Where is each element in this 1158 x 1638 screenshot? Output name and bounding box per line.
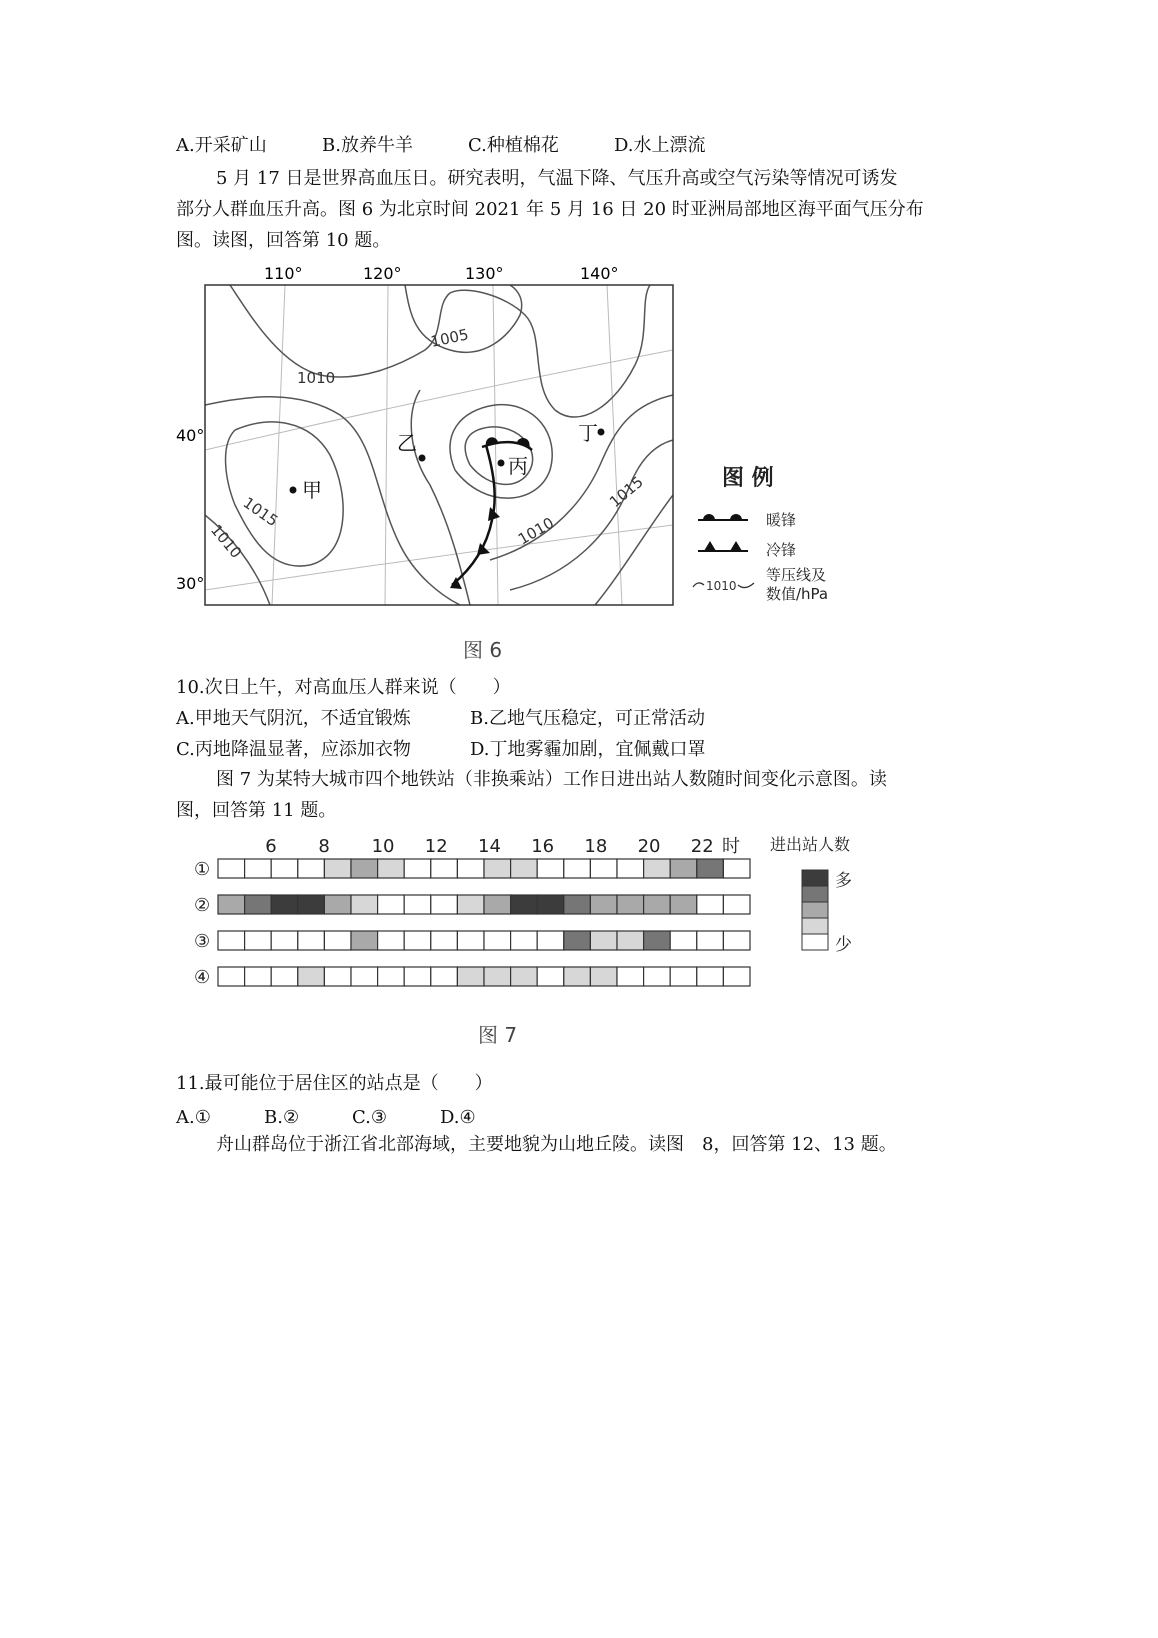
heatmap-cell xyxy=(298,859,325,878)
heatmap-cell xyxy=(537,931,564,950)
isobar-label-1010-southeast: 1010 xyxy=(515,513,558,549)
legend-warm-front-semicircle xyxy=(730,514,742,520)
heatmap-legend-swatch xyxy=(802,886,828,902)
heatmap-cell xyxy=(431,859,458,878)
heatmap-cell xyxy=(271,895,298,914)
heatmap-cell xyxy=(511,967,538,986)
heatmap-cell xyxy=(484,859,511,878)
x-tick-label: 10 xyxy=(371,836,395,857)
isobar-1015-west xyxy=(205,397,460,605)
legend-cold-front-label: 冷锋 xyxy=(766,541,797,559)
x-tick-label: 8 xyxy=(318,836,330,857)
place-ding-label: 丁 xyxy=(578,421,598,445)
heatmap-cell xyxy=(218,859,245,878)
isobar-1010-center-west xyxy=(411,390,470,605)
heatmap-cell xyxy=(431,931,458,950)
heatmap-legend-high: 多 xyxy=(835,871,852,891)
heatmap-cell xyxy=(271,931,298,950)
row-label: ② xyxy=(194,895,211,916)
cold-front-line xyxy=(452,445,495,585)
heatmap-cell xyxy=(351,931,378,950)
heatmap-cell xyxy=(378,931,405,950)
heatmap-cell xyxy=(644,967,671,986)
x-tick-label: 6 xyxy=(265,836,277,857)
isobar-label-1010-southwest: 1010 xyxy=(206,521,246,562)
place-yi-label: 乙 xyxy=(397,431,417,455)
q10-option-c: C.丙地降温显著，应添加衣物 xyxy=(176,739,411,760)
x-tick-label: 16 xyxy=(531,836,555,857)
place-jia-dot xyxy=(290,487,297,494)
x-tick-label: 14 xyxy=(478,836,501,857)
q11-option-c: C.③ xyxy=(352,1107,387,1128)
isobar-outer-east xyxy=(595,495,673,605)
heatmap-cell xyxy=(457,931,484,950)
heatmap-cell xyxy=(218,967,245,986)
q11-option-d: D.④ xyxy=(440,1107,476,1128)
heatmap-cell xyxy=(298,895,325,914)
q9-option-b: B.放养牛羊 xyxy=(322,135,413,156)
legend-cold-front-triangle xyxy=(704,541,716,551)
heatmap-cell xyxy=(351,895,378,914)
heatmap-legend-low: 少 xyxy=(835,935,852,955)
heatmap-cell xyxy=(511,859,538,878)
heatmap-cell xyxy=(324,931,351,950)
legend-title: 图 例 xyxy=(722,466,774,491)
heatmap-cell xyxy=(670,895,697,914)
place-yi-dot xyxy=(419,455,426,462)
heatmap-cell xyxy=(697,895,724,914)
heatmap-cell xyxy=(404,895,431,914)
heatmap-cell xyxy=(723,967,750,986)
heatmap-cell xyxy=(457,895,484,914)
lon-label-110: 110° xyxy=(264,264,303,283)
legend-isobar-sample: 1010 xyxy=(706,579,737,593)
lon-label-120: 120° xyxy=(363,264,402,283)
isobar-label-1015-east: 1015 xyxy=(606,472,647,512)
heatmap-cell xyxy=(537,895,564,914)
heatmap-cell xyxy=(245,931,272,950)
heatmap-cell xyxy=(484,967,511,986)
lat-label-40: 40° xyxy=(176,426,205,445)
heatmap-cell xyxy=(564,859,591,878)
heatmap-cell xyxy=(644,931,671,950)
heatmap-cell xyxy=(378,967,405,986)
heatmap-cell xyxy=(431,895,458,914)
q9-option-d: D.水上漂流 xyxy=(614,135,706,156)
heatmap-cell xyxy=(404,967,431,986)
heatmap-cell xyxy=(484,895,511,914)
q10-stem: 10.次日上午，对高血压人群来说（ ） xyxy=(176,677,511,698)
q10-option-b: B.乙地气压稳定，可正常活动 xyxy=(470,708,705,729)
lon-label-130: 130° xyxy=(465,264,504,283)
heatmap-cell xyxy=(457,859,484,878)
heatmap-legend-swatch xyxy=(802,902,828,918)
heatmap-cell xyxy=(271,859,298,878)
isobar-1015-inner xyxy=(226,422,344,566)
isobar-label-1005: 1005 xyxy=(429,325,471,351)
heatmap-cell xyxy=(351,967,378,986)
legend-warm-front-label: 暖锋 xyxy=(766,511,797,529)
x-unit-label: 时 xyxy=(722,836,740,857)
heatmap-cell xyxy=(644,895,671,914)
intro10-line-3: 图。读图，回答第 10 题。 xyxy=(176,230,391,251)
q11-options xyxy=(176,1106,476,1130)
lon-label-140: 140° xyxy=(580,264,619,283)
x-tick-label: 22 xyxy=(690,836,714,857)
figure-6-isobar-map xyxy=(160,255,880,670)
heatmap-cell xyxy=(271,967,298,986)
heatmap-cell xyxy=(298,967,325,986)
place-bing-dot xyxy=(498,460,505,467)
heatmap-cell xyxy=(245,895,272,914)
x-tick-label: 12 xyxy=(424,836,448,857)
heatmap-cell xyxy=(484,931,511,950)
intro10-line-1: 5 月 17 日是世界高血压日。研究表明，气温下降、气压升高或空气污染等情况可诱发 xyxy=(216,168,898,189)
heatmap-cell xyxy=(670,967,697,986)
heatmap-cell xyxy=(723,859,750,878)
place-bing-label: 丙 xyxy=(508,454,528,478)
heatmap-cell xyxy=(511,931,538,950)
heatmap-cell xyxy=(324,895,351,914)
heatmap-cell xyxy=(617,931,644,950)
heatmap-cell xyxy=(617,859,644,878)
legend-isobar-desc-1: 等压线及 xyxy=(766,566,827,584)
intro10-line-2: 部分人群血压升高。图 6 为北京时间 2021 年 5 月 16 日 20 时亚洲局部地区海平面气压分布 xyxy=(176,199,924,220)
figure-7-caption: 图 7 xyxy=(478,1023,518,1047)
heatmap-cell xyxy=(723,895,750,914)
heatmap-cell xyxy=(404,859,431,878)
row-label: ④ xyxy=(194,967,211,988)
q9-option-c: C.种植棉花 xyxy=(468,135,559,156)
heatmap-cell xyxy=(324,859,351,878)
heatmap-cell xyxy=(644,859,671,878)
heatmap-cell xyxy=(697,859,724,878)
heatmap-cell xyxy=(537,967,564,986)
heatmap-cell xyxy=(590,967,617,986)
intro11-line-2: 图，回答第 11 题。 xyxy=(176,800,337,821)
q11-option-b: B.② xyxy=(264,1107,300,1128)
heatmap-cell xyxy=(617,967,644,986)
heatmap-legend-title: 进出站人数 xyxy=(770,835,851,854)
isobar-1015-east xyxy=(510,440,673,590)
place-jia-label: 甲 xyxy=(302,478,322,502)
heatmap-cell xyxy=(218,931,245,950)
heatmap-cell xyxy=(324,967,351,986)
row-label: ③ xyxy=(194,931,211,952)
heatmap-cell xyxy=(590,931,617,950)
figure-6-caption: 图 6 xyxy=(463,638,503,662)
heatmap-cell xyxy=(564,967,591,986)
heatmap-cell xyxy=(404,931,431,950)
heatmap-cell xyxy=(351,859,378,878)
heatmap-cell xyxy=(457,967,484,986)
heatmap-legend-swatch xyxy=(802,934,828,950)
heatmap-legend-swatch xyxy=(802,870,828,886)
q9-options xyxy=(176,134,706,158)
heatmap-cell xyxy=(537,859,564,878)
heatmap-cell xyxy=(378,859,405,878)
heatmap-cell xyxy=(590,895,617,914)
isobar-label-1010-north: 1010 xyxy=(297,369,336,387)
figure-7-heatmap xyxy=(190,828,900,1068)
q10-option-a: A.甲地天气阴沉，不适宜锻炼 xyxy=(176,708,411,729)
row-label: ① xyxy=(194,859,211,880)
q9-option-a: A.开采矿山 xyxy=(176,135,267,156)
heatmap-cell xyxy=(590,859,617,878)
legend-cold-front-triangle xyxy=(730,541,742,551)
heatmap-cell xyxy=(564,895,591,914)
heatmap-cell xyxy=(697,931,724,950)
q10-option-d: D.丁地雾霾加剧，宜佩戴口罩 xyxy=(470,739,706,760)
heatmap-cell xyxy=(670,859,697,878)
heatmap-cell xyxy=(670,931,697,950)
x-tick-label: 18 xyxy=(584,836,608,857)
heatmap-cell xyxy=(298,931,325,950)
heatmap-cell xyxy=(431,967,458,986)
heatmap-cell xyxy=(245,967,272,986)
heatmap-cell xyxy=(245,859,272,878)
intro12-line: 舟山群岛位于浙江省北部海域，主要地貌为山地丘陵。读图 8，回答第 12、13 题。 xyxy=(216,1134,897,1155)
heatmap-cell xyxy=(511,895,538,914)
q11-stem: 11.最可能位于居住区的站点是（ ） xyxy=(176,1073,493,1094)
legend-isobar-desc-2: 数值/hPa xyxy=(766,585,829,603)
intro11-line-1: 图 7 为某特大城市四个地铁站（非换乘站）工作日进出站人数随时间变化示意图。读 xyxy=(216,769,887,790)
heatmap-cell xyxy=(378,895,405,914)
lat-label-30: 30° xyxy=(176,574,205,593)
heatmap-cell xyxy=(218,895,245,914)
x-tick-label: 20 xyxy=(637,836,661,857)
isobar-label-1015-west: 1015 xyxy=(239,493,282,531)
heatmap-cell xyxy=(617,895,644,914)
legend-warm-front-semicircle xyxy=(703,514,715,520)
heatmap-cell xyxy=(697,967,724,986)
heatmap-cell xyxy=(564,931,591,950)
heatmap-cell xyxy=(723,931,750,950)
heatmap-legend-swatch xyxy=(802,918,828,934)
place-ding-dot xyxy=(598,429,605,436)
q11-option-a: A.① xyxy=(176,1107,211,1128)
